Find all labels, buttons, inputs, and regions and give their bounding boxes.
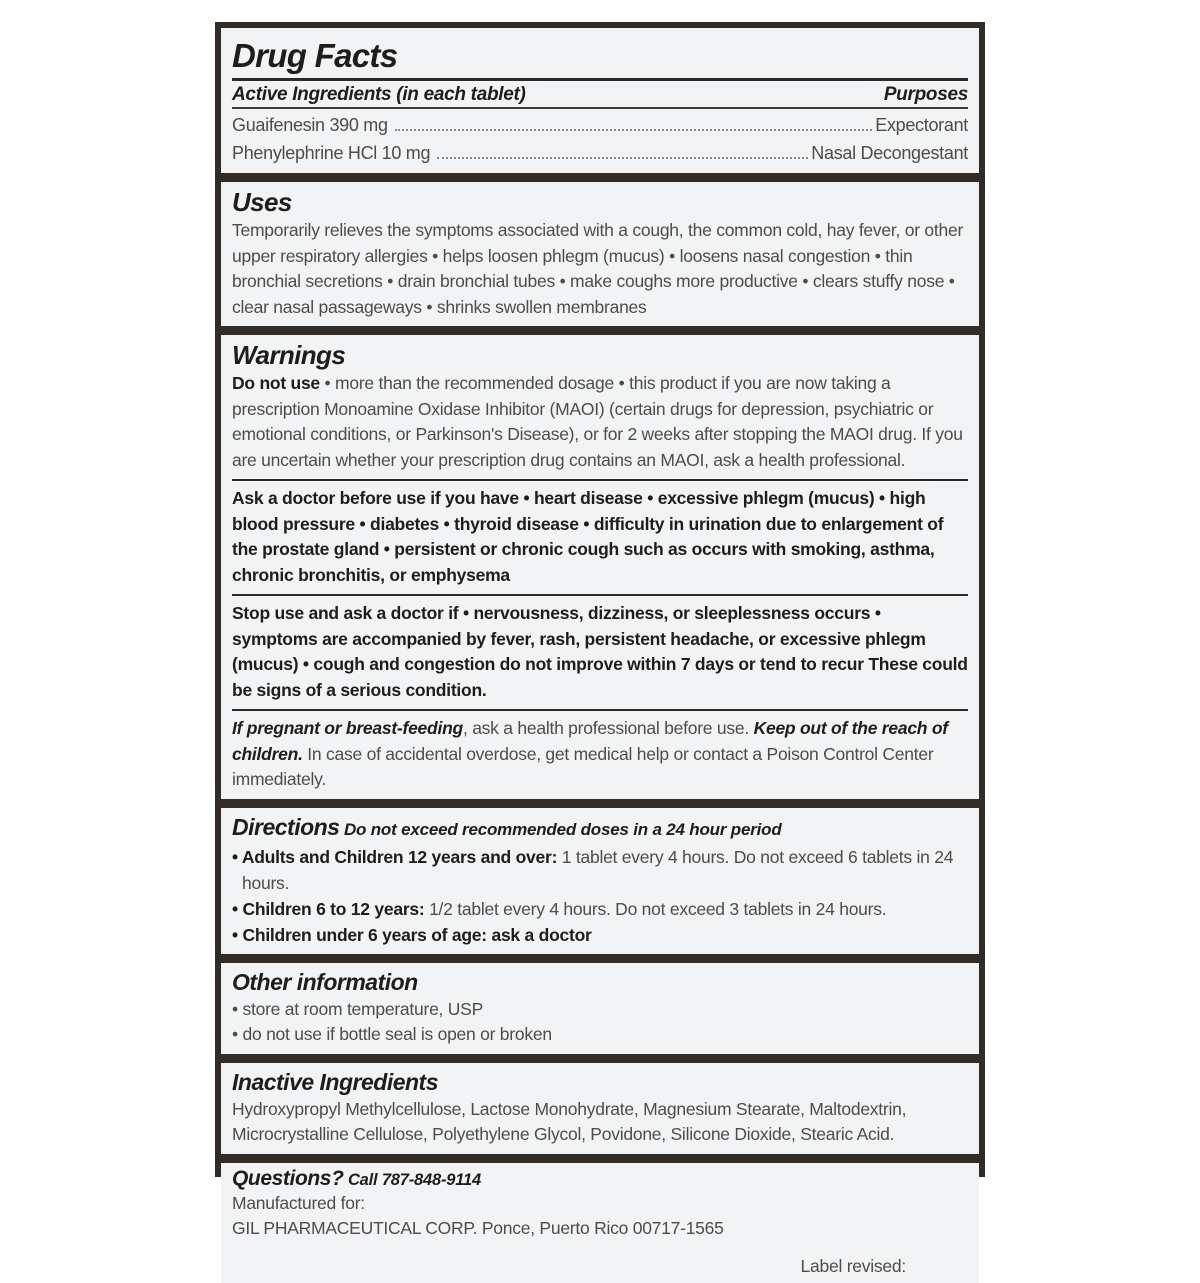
warning-stop-use: Stop use and ask a doctor if • nervousness, dizziness, or sleeplessness occurs • symptoms are accompanied by fever, rash, persistent headache, or excessive phlegm (mucus) • cough and congestion do not improve within 7 days or tend to recur These could be signs of a serious condition. bbox=[232, 603, 968, 700]
section-directions bbox=[221, 808, 979, 954]
pregnancy-emphasis: If pregnant or breast-feeding bbox=[232, 718, 463, 738]
manufactured-for-label: Manufactured for: bbox=[232, 1192, 365, 1213]
page-title: Drug Facts bbox=[232, 37, 398, 74]
pregnancy-mid: , ask a health professional before use. bbox=[462, 718, 754, 738]
uses-heading: Uses bbox=[232, 187, 292, 217]
section-uses bbox=[221, 182, 979, 326]
purposes-heading: Purposes bbox=[883, 84, 968, 105]
label-revised: Label revised: bbox=[800, 1255, 906, 1276]
keep-out-of-reach-emphasis: Keep out of the reach of children. bbox=[232, 718, 948, 764]
other-information-heading: Other information bbox=[232, 968, 418, 995]
ingredient-name: Guaifenesin 390 mg bbox=[232, 115, 388, 135]
directions-item-rest: 1/2 tablet every 4 hours. Do not exceed 3 tablets in 24 hours. bbox=[424, 898, 887, 919]
section-other-information bbox=[221, 963, 979, 1054]
ingredient-name: Phenylephrine HCl 10 mg bbox=[232, 143, 431, 163]
active-ingredient-row bbox=[232, 111, 968, 139]
overdose-text: In case of accidental overdose, get medical help or contact a Poison Control Center immediately. bbox=[232, 743, 934, 789]
directions-subheading: Do not exceed recommended doses in a 24 hour period bbox=[343, 819, 782, 839]
other-information-item: • store at room temperature, USP bbox=[232, 998, 484, 1019]
section-divider bbox=[221, 1054, 979, 1063]
warning-pregnancy-children bbox=[232, 716, 968, 793]
section-divider bbox=[221, 1154, 979, 1163]
warning-subdivider bbox=[232, 594, 968, 596]
manufacturer-name: GIL PHARMACEUTICAL CORP. Ponce, Puerto Rico 00717-1565 bbox=[232, 1218, 724, 1238]
warning-do-not-use bbox=[232, 371, 968, 473]
section-divider bbox=[221, 326, 979, 335]
directions-heading: Directions bbox=[232, 813, 340, 840]
inactive-ingredients-text: Hydroxypropyl Methylcellulose, Lactose Monohydrate, Magnesium Stearate, Maltodextrin, Microcrystalline Cellulose, Polyethylene Glycol, Povidone, Silicone Dioxide, Stearic Acid. bbox=[232, 1098, 907, 1144]
active-ingredients-header-row bbox=[232, 84, 968, 106]
questions-phone[interactable]: Call 787-848-9114 bbox=[347, 1170, 481, 1189]
questions-row bbox=[232, 1167, 968, 1191]
drug-facts-panel bbox=[221, 28, 979, 1276]
uses-text: Temporarily relieves the symptoms associated with a cough, the common cold, hay fever, or other upper respiratory allergies • helps loosen phlegm (mucus) • loosens nasal congestion • thin bronchial secretions • drain bronchial tubes • make coughs more productive • clears stuffy nose • clear nasal passageways • shrinks swollen membranes bbox=[232, 220, 964, 317]
directions-item-lead: • Adults and Children 12 years and over: bbox=[232, 846, 558, 867]
inactive-ingredients-heading: Inactive Ingredients bbox=[232, 1068, 439, 1095]
directions-header-row bbox=[232, 812, 968, 842]
directions-item-rest: 1 tablet every 4 hours. Do not exceed 6 tablets in 24 hours. bbox=[242, 846, 954, 893]
ingredient-purpose: Nasal Decongestant bbox=[811, 143, 968, 163]
other-information-item: • do not use if bottle seal is open or broken bbox=[232, 1024, 552, 1044]
dot-leader bbox=[395, 129, 873, 131]
section-divider bbox=[221, 173, 979, 182]
section-questions bbox=[221, 1163, 979, 1283]
do-not-use-text: • more than the recommended dosage • this product if you are now taking a prescription Monoamine Oxidase Inhibitor (MAOI) (certain drugs for depression, psychiatric or emotional conditions, or Parkinson's Disease), or for 2 weeks after stopping the MAOI drug. If you are uncertain whether your prescription drug contains an MAOI, ask a health professional. bbox=[232, 373, 963, 470]
questions-heading: Questions? bbox=[232, 1166, 344, 1190]
section-drug-facts-header bbox=[221, 28, 979, 173]
section-inactive-ingredients bbox=[221, 1063, 979, 1154]
active-ingredients-heading: Active Ingredients (in each tablet) bbox=[232, 84, 526, 105]
title-rule bbox=[232, 78, 968, 81]
directions-item bbox=[232, 842, 968, 896]
ingredient-purpose: Expectorant bbox=[875, 115, 968, 135]
active-ingredients-rule bbox=[232, 107, 968, 109]
directions-item bbox=[232, 922, 968, 948]
drug-facts-label bbox=[215, 22, 985, 1276]
section-divider bbox=[221, 954, 979, 963]
warning-subdivider bbox=[232, 479, 968, 481]
directions-item bbox=[232, 896, 968, 922]
warning-subdivider bbox=[232, 709, 968, 711]
active-ingredient-row bbox=[232, 139, 968, 167]
section-divider bbox=[221, 799, 979, 808]
warnings-heading: Warnings bbox=[232, 340, 346, 370]
dot-leader bbox=[437, 157, 808, 159]
directions-item-lead: • Children under 6 years of age: ask a doctor bbox=[232, 924, 592, 945]
directions-item-lead: • Children 6 to 12 years: bbox=[232, 898, 425, 919]
do-not-use-lead: Do not use bbox=[232, 373, 320, 393]
warning-ask-a-doctor: Ask a doctor before use if you have • heart disease • excessive phlegm (mucus) • high blood pressure • diabetes • thyroid disease • difficulty in urination due to enlargement of the prostate gland • persistent or chronic cough such as occurs with smoking, asthma, chronic bronchitis, or emphysema bbox=[232, 488, 944, 585]
section-warnings bbox=[221, 335, 979, 799]
